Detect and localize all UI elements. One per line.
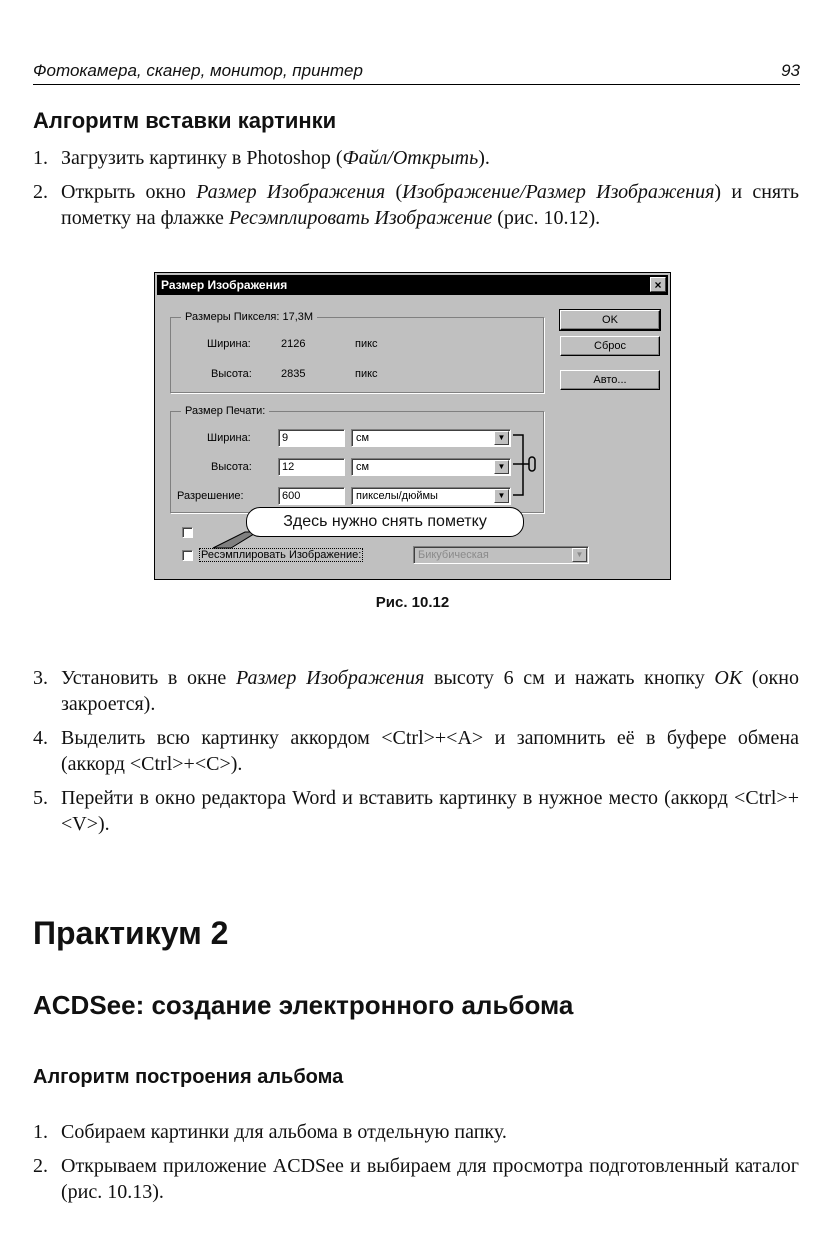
print-width-unit-value: см xyxy=(356,432,370,444)
constrain-proportions-checkbox[interactable] xyxy=(182,527,193,538)
chevron-down-icon[interactable]: ▼ xyxy=(494,460,509,474)
running-head xyxy=(33,60,800,85)
steps-list-2 xyxy=(33,665,799,845)
chevron-down-icon[interactable]: ▼ xyxy=(494,489,509,503)
print-width-label: Ширина: xyxy=(207,432,251,444)
list-item: 2. Открываем приложение ACDSee и выбираем для просмотра подготовленный каталог (рис. 10.13). xyxy=(33,1155,799,1203)
list-item: 4. Выделить всю картинку аккордом <Ctrl>+<A> и запомнить её в буфере обмена (аккорд <Ctrl>+<C>). xyxy=(33,727,799,775)
ok-button[interactable]: OK xyxy=(560,310,660,330)
print-size-legend: Размер Печати: xyxy=(181,405,269,417)
resample-method-select[interactable] xyxy=(413,546,589,564)
resolution-unit-value: пикселы/дюймы xyxy=(356,490,438,502)
auto-button[interactable]: Авто... xyxy=(560,370,660,390)
section-heading: Алгоритм построения альбома xyxy=(33,1066,344,1088)
steps-list-3 xyxy=(33,1119,799,1213)
pixel-width-value: 2126 xyxy=(281,338,306,350)
chain-link-icon xyxy=(511,433,541,497)
steps-list-1 xyxy=(33,145,799,239)
pixel-dimensions-legend: Размеры Пикселя: 17,3M xyxy=(181,311,317,323)
resolution-label: Разрешение: xyxy=(177,490,244,502)
resolution-unit-select[interactable] xyxy=(351,487,511,505)
list-item: 1. Загрузить картинку в Photoshop (Файл/Открыть). xyxy=(33,147,490,169)
dialog-titlebar xyxy=(157,275,668,295)
practicum-subtitle: ACDSee: создание электронного альбома xyxy=(33,990,574,1020)
reset-button[interactable]: Сброс xyxy=(560,336,660,356)
close-icon[interactable]: × xyxy=(650,277,666,292)
resample-method-value: Бикубическая xyxy=(418,549,489,561)
pixel-width-unit: пикс xyxy=(355,338,378,350)
print-height-unit-select[interactable] xyxy=(351,458,511,476)
print-height-input[interactable]: 12 xyxy=(278,458,345,476)
print-width-unit-select[interactable] xyxy=(351,429,511,447)
chevron-down-icon[interactable]: ▼ xyxy=(572,548,587,562)
practicum-title: Практикум 2 xyxy=(33,915,229,951)
resample-label[interactable]: Ресэмплировать Изображение: xyxy=(201,549,362,561)
list-item: 3. Установить в окне Размер Изображения высоту 6 см и нажать кнопку OK (окно закроется). xyxy=(33,667,799,715)
pixel-dimensions-group xyxy=(170,311,544,393)
resample-checkbox[interactable] xyxy=(182,550,193,561)
pixel-height-unit: пикс xyxy=(355,368,378,380)
list-item: 5. Перейти в окно редактора Word и вставить картинку в нужное место (аккорд <Ctrl>+<V>). xyxy=(33,787,799,835)
pixel-height-value: 2835 xyxy=(281,368,306,380)
list-item: 2. Открыть окно Размер Изображения (Изображение/Размер Изображения) и снять пометку на флажке Ресэмплировать Изображение (рис. 10.12). xyxy=(33,181,799,229)
list-item: 1. Собираем картинки для альбома в отдельную папку. xyxy=(33,1121,507,1143)
print-width-input[interactable]: 9 xyxy=(278,429,345,447)
print-height-unit-value: см xyxy=(356,461,370,473)
dialog-title: Размер Изображения xyxy=(161,278,288,292)
figure-caption: Рис. 10.12 xyxy=(375,594,450,611)
chevron-down-icon[interactable]: ▼ xyxy=(494,431,509,445)
running-head-title: Фотокамера, сканер, монитор, принтер xyxy=(33,61,363,80)
resolution-input[interactable]: 600 xyxy=(278,487,345,505)
callout-note: Здесь нужно снять пометку xyxy=(246,507,524,537)
section-heading: Алгоритм вставки картинки xyxy=(33,108,337,133)
pixel-height-label: Высота: xyxy=(211,368,252,380)
pixel-width-label: Ширина: xyxy=(207,338,251,350)
page-number: 93 xyxy=(781,61,800,80)
print-height-label: Высота: xyxy=(211,461,252,473)
